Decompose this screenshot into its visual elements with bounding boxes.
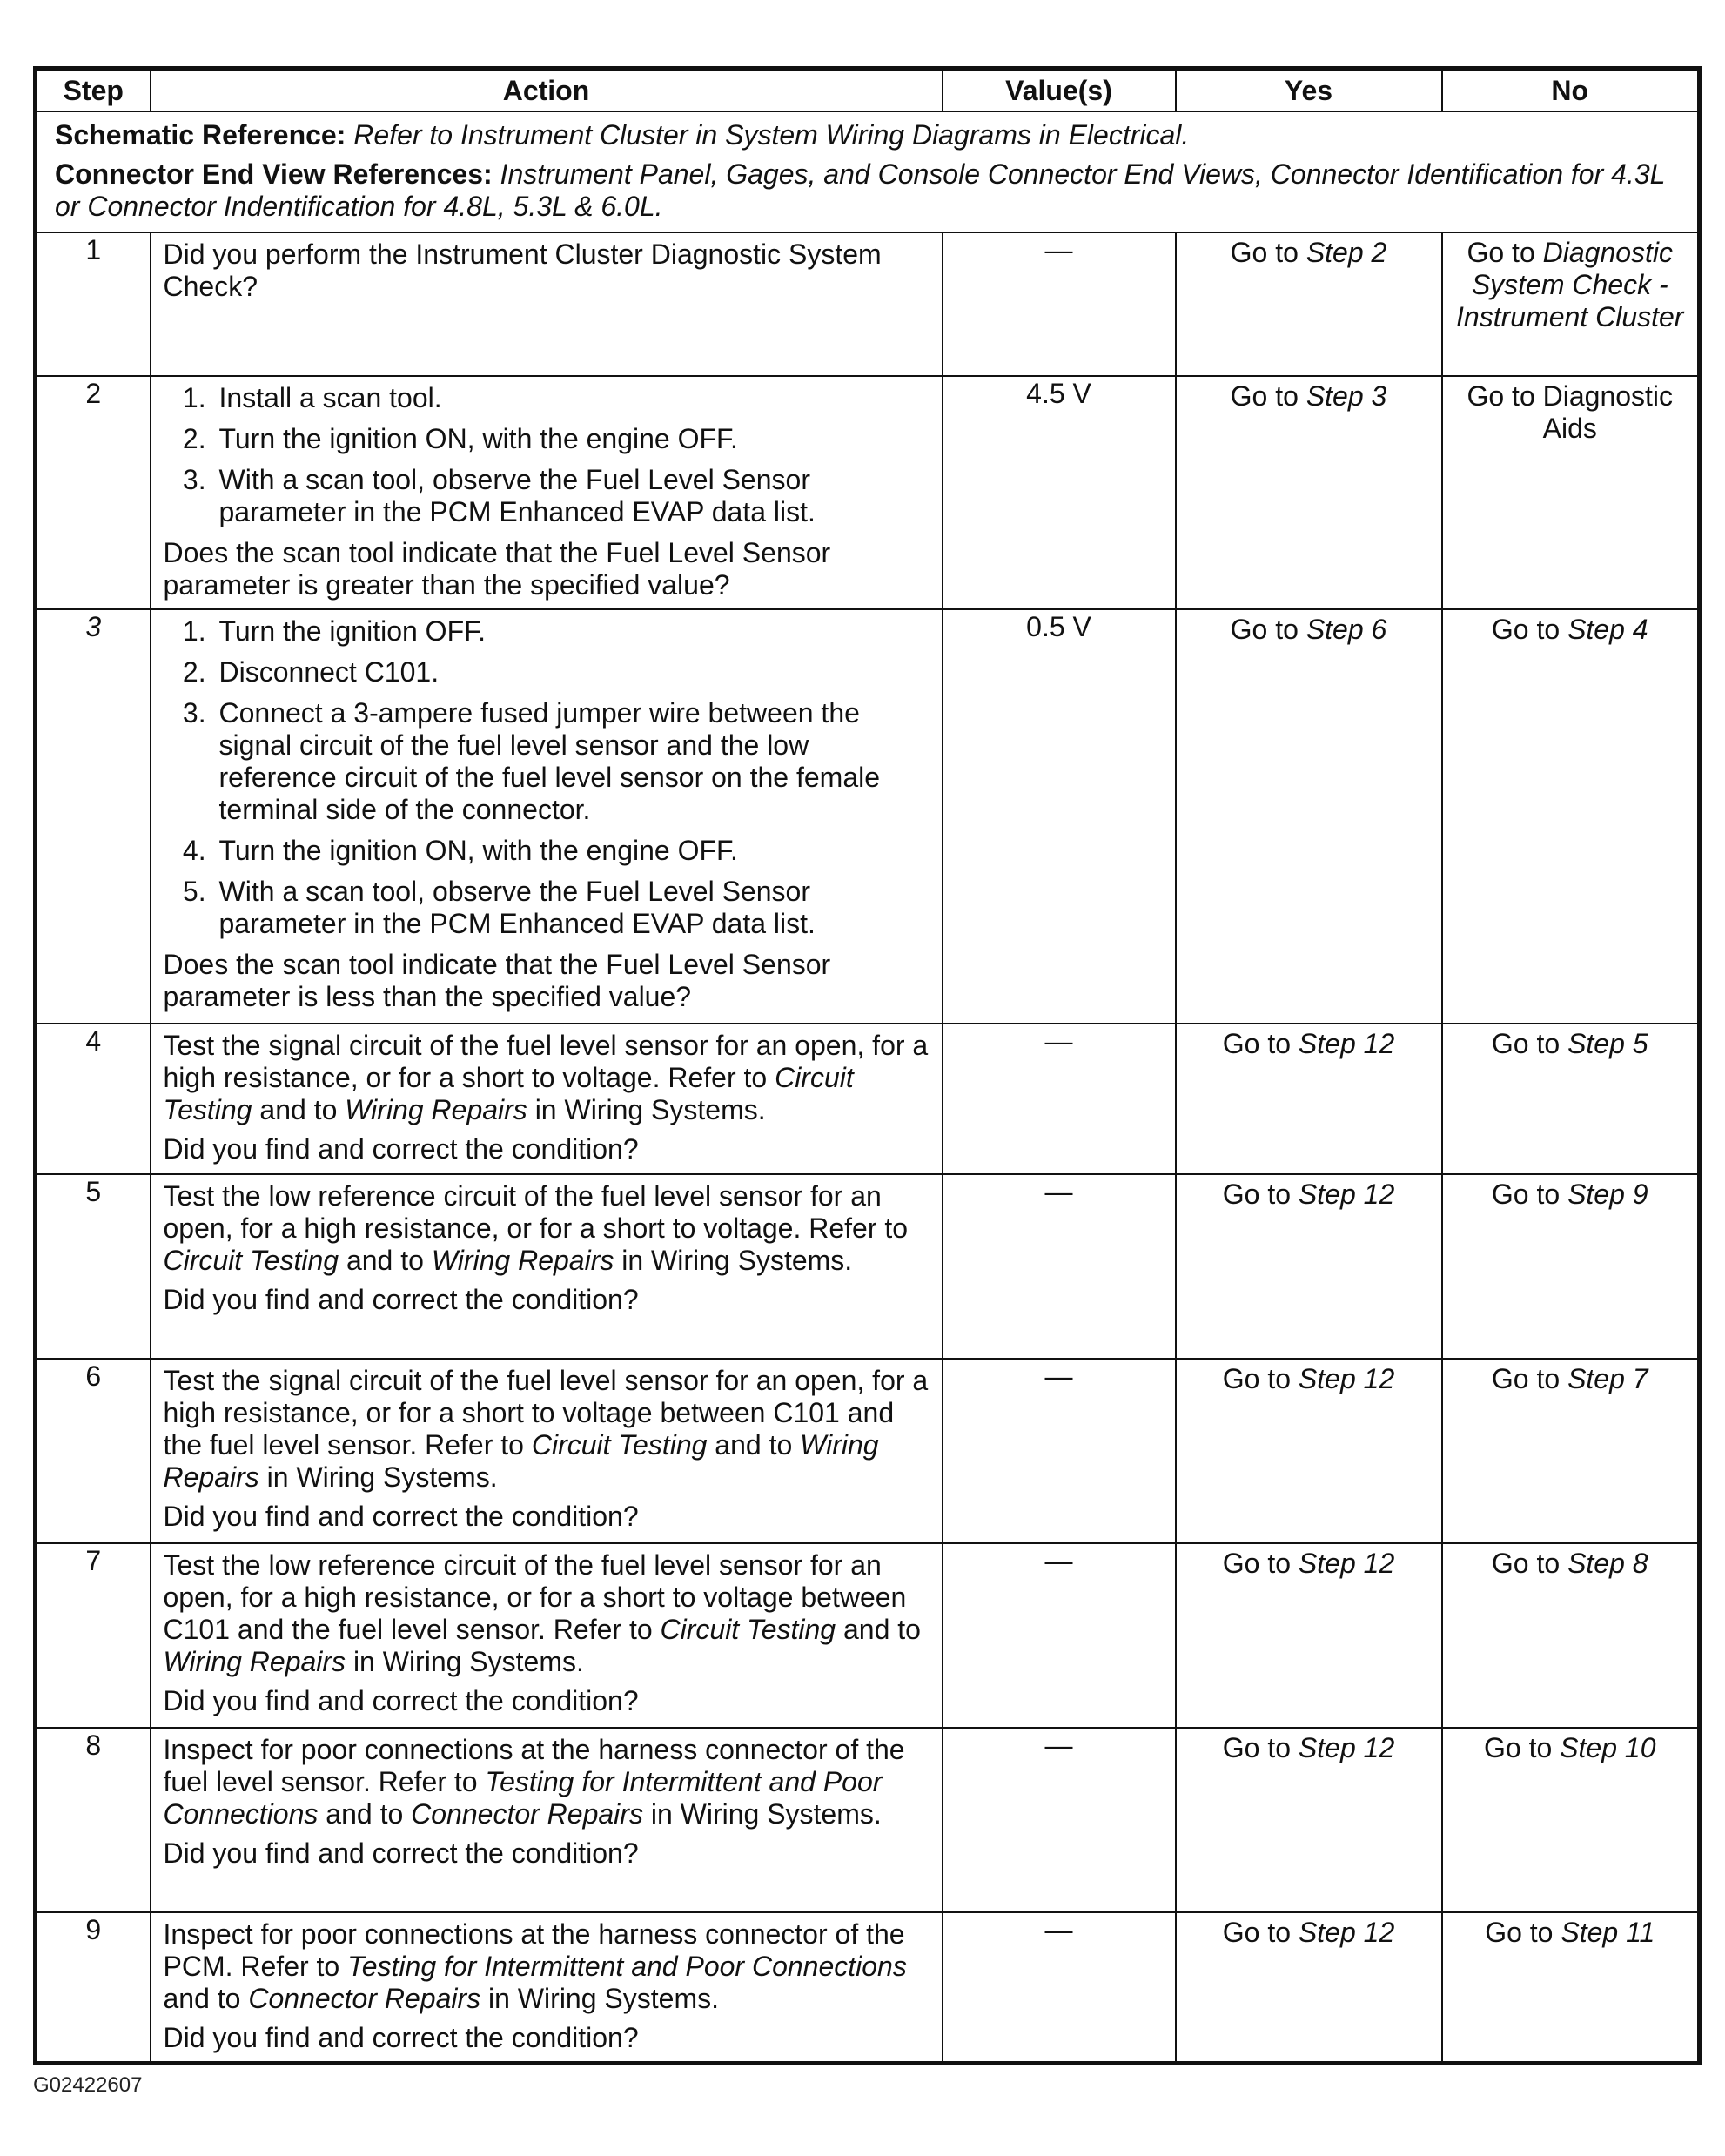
action-cell <box>151 1912 943 2064</box>
action-text-part: and to <box>318 1798 412 1830</box>
no-step-link[interactable]: Step 11 <box>1561 1917 1655 1948</box>
reference-link[interactable]: Connector Repairs <box>248 1983 481 2014</box>
action-text-part: Test the signal circuit of the fuel level sensor for an open, for a high resistance, or for a short to voltage. Refer to <box>163 1030 929 1093</box>
header-row <box>36 69 1700 112</box>
yes-step-link[interactable]: Step 2 <box>1305 237 1387 268</box>
yes-cell <box>1176 1543 1442 1728</box>
action-text-part: in Wiring Systems. <box>480 1983 719 2014</box>
no-cell <box>1442 1174 1700 1359</box>
yes-step-link[interactable]: Step 12 <box>1298 1179 1395 1210</box>
no-step-link[interactable]: Step 7 <box>1567 1363 1648 1394</box>
no-step-link[interactable]: Step 10 <box>1560 1732 1656 1763</box>
header-step: Step <box>36 69 151 112</box>
step-number: 4 <box>36 1024 151 1174</box>
action-cell <box>151 1543 943 1728</box>
step-number: 6 <box>36 1359 151 1543</box>
action-text-part: Inspect for poor connections at the harness connector of the fuel level sensor. Refer to <box>163 1734 905 1797</box>
diagnostic-document <box>33 66 1697 2065</box>
substep-item: 5. With a scan tool, observe the Fuel Level Sensor parameter in the PCM Enhanced EVAP data list. <box>214 876 930 940</box>
yes-step-link[interactable]: Step 6 <box>1305 614 1387 645</box>
action-text-part: Test the low reference circuit of the fuel level sensor for an open, for a high resistance, or for a short to voltage. Refer to <box>163 1180 909 1244</box>
action-cell <box>151 609 943 1024</box>
substep-item: 4. Turn the ignition ON, with the engine OFF. <box>214 835 930 867</box>
schematic-reference-value: Refer to Instrument Cluster in System Wiring Diagrams in Electrical. <box>346 119 1190 151</box>
value-cell: 4.5 V <box>943 376 1176 609</box>
no-cell <box>1442 232 1700 376</box>
action-text: Did you perform the Instrument Cluster Diagnostic System Check? <box>163 238 882 302</box>
yes-step-link[interactable]: Step 3 <box>1305 380 1387 412</box>
yes-prefix: Go to <box>1222 1917 1299 1948</box>
action-text-part: Test the low reference circuit of the fuel level sensor for an open, for a high resistance, or for a short to voltage between C101 and the fuel level sensor. Refer to <box>163 1549 907 1645</box>
no-step-link[interactable]: Step 4 <box>1567 614 1648 645</box>
reference-cell <box>36 111 1700 232</box>
yes-prefix: Go to <box>1230 380 1306 412</box>
reference-link[interactable]: Circuit Testing <box>531 1429 708 1461</box>
value-cell: — <box>943 1912 1176 2064</box>
action-text-part: and to <box>163 1983 249 2014</box>
no-cell <box>1442 1728 1700 1912</box>
action-cell <box>151 232 943 376</box>
no-prefix: Go to <box>1491 1363 1568 1394</box>
action-text-part: Inspect for poor connections at the harness connector of the PCM. Refer to <box>163 1918 905 1982</box>
value-cell: — <box>943 1728 1176 1912</box>
step-number: 2 <box>36 376 151 609</box>
header-no: No <box>1442 69 1700 112</box>
value-cell: — <box>943 1359 1176 1543</box>
action-text <box>164 1918 930 2015</box>
yes-cell <box>1176 232 1442 376</box>
action-text-part: and to <box>339 1245 432 1276</box>
no-prefix: Go to <box>1491 1028 1568 1059</box>
yes-step-link[interactable]: Step 12 <box>1298 1028 1395 1059</box>
yes-prefix: Go to <box>1222 1732 1299 1763</box>
yes-cell <box>1176 1359 1442 1543</box>
substep-item: 2. Disconnect C101. <box>214 656 930 688</box>
reference-link[interactable]: Testing for Intermittent and Poor Connections <box>163 1766 883 1830</box>
action-question: Did you find and correct the condition? <box>163 1501 639 1532</box>
no-cell <box>1442 376 1700 609</box>
value-cell: — <box>943 1543 1176 1728</box>
no-cell <box>1442 609 1700 1024</box>
action-cell <box>151 1728 943 1912</box>
connector-reference-label: Connector End View References: <box>55 158 493 190</box>
schematic-reference-label: Schematic Reference: <box>55 119 346 151</box>
diagnostic-table <box>33 66 1702 2065</box>
action-text-part: and to <box>252 1094 346 1125</box>
step-number: 9 <box>36 1912 151 2064</box>
step-number: 1 <box>36 232 151 376</box>
value-cell: — <box>943 232 1176 376</box>
no-prefix: Go to <box>1491 1548 1568 1579</box>
connector-reference <box>55 158 1680 223</box>
table-row <box>36 1174 1700 1359</box>
yes-prefix: Go to <box>1222 1548 1299 1579</box>
table-row <box>36 232 1700 376</box>
no-prefix: Go to <box>1484 1732 1561 1763</box>
reference-link[interactable]: Connector Repairs <box>411 1798 643 1830</box>
table-row <box>36 1024 1700 1174</box>
substep-item: 1. Install a scan tool. <box>214 382 930 414</box>
value-cell: — <box>943 1024 1176 1174</box>
reference-link[interactable]: Circuit Testing <box>163 1245 339 1276</box>
action-text <box>164 1365 930 1494</box>
substep-item: 3. Connect a 3-ampere fused jumper wire between the signal circuit of the fuel level sensor and the low reference circuit of the fuel level sensor on the female terminal side of the connector. <box>214 697 930 826</box>
yes-cell <box>1176 1174 1442 1359</box>
action-question: Did you find and correct the condition? <box>163 1685 639 1716</box>
action-text <box>164 1549 930 1678</box>
no-step-link[interactable]: Diagnostic System Check - Instrument Cluster <box>1456 237 1684 332</box>
action-text-part: and to <box>836 1614 921 1645</box>
action-cell <box>151 1174 943 1359</box>
no-prefix: Go to <box>1491 1179 1568 1210</box>
action-question: Did you find and correct the condition? <box>163 2022 639 2053</box>
no-cell <box>1442 1024 1700 1174</box>
substep-item: 3. With a scan tool, observe the Fuel Level Sensor parameter in the PCM Enhanced EVAP data list. <box>214 464 930 528</box>
reference-link[interactable]: Wiring Repairs <box>163 1646 346 1677</box>
action-question: Did you find and correct the condition? <box>163 1284 639 1315</box>
connector-reference-value: Instrument Panel, Gages, and Console Connector End Views, Connector Identification for 4.3L or Connector Indentification for 4.8L, 5.3L & 6.0L. <box>55 158 1665 222</box>
action-text-part: in Wiring Systems. <box>258 1461 498 1493</box>
yes-step-link[interactable]: Step 12 <box>1298 1917 1395 1948</box>
reference-link[interactable]: Wiring Repairs <box>431 1245 614 1276</box>
yes-prefix: Go to <box>1222 1179 1299 1210</box>
yes-cell <box>1176 1728 1442 1912</box>
action-question: Does the scan tool indicate that the Fuel Level Sensor parameter is less than the specified value? <box>163 949 831 1012</box>
table-row <box>36 1543 1700 1728</box>
action-question: Did you find and correct the condition? <box>163 1133 639 1165</box>
step-number: 7 <box>36 1543 151 1728</box>
value-cell: — <box>943 1174 1176 1359</box>
action-text-part: in Wiring Systems. <box>614 1245 853 1276</box>
reference-link[interactable]: Wiring Repairs <box>163 1429 879 1493</box>
reference-link[interactable]: Circuit Testing <box>660 1614 836 1645</box>
header-yes: Yes <box>1176 69 1442 112</box>
no-step-link[interactable]: Step 5 <box>1567 1028 1648 1059</box>
reference-link[interactable]: Testing for Intermittent and Poor Connections <box>347 1951 907 1982</box>
substep-item: 1. Turn the ignition OFF. <box>214 615 930 648</box>
step-number: 5 <box>36 1174 151 1359</box>
substep-list <box>164 615 930 940</box>
action-text-part: in Wiring Systems. <box>642 1798 882 1830</box>
table-row <box>36 1359 1700 1543</box>
table-row <box>36 1728 1700 1912</box>
no-step-link[interactable]: Step 9 <box>1567 1179 1648 1210</box>
schematic-reference <box>55 119 1680 151</box>
reference-link[interactable]: Wiring Repairs <box>345 1094 527 1125</box>
table-row <box>36 376 1700 609</box>
yes-cell <box>1176 376 1442 609</box>
action-cell <box>151 1359 943 1543</box>
figure-id: G02422607 <box>33 2073 143 2097</box>
action-question: Does the scan tool indicate that the Fuel Level Sensor parameter is greater than the specified value? <box>163 537 831 601</box>
substep-list <box>164 382 930 528</box>
yes-cell <box>1176 1024 1442 1174</box>
no-cell <box>1442 1543 1700 1728</box>
no-prefix: Go to <box>1467 237 1543 268</box>
yes-step-link[interactable]: Step 12 <box>1298 1363 1395 1394</box>
no-cell <box>1442 1359 1700 1543</box>
yes-prefix: Go to <box>1230 614 1306 645</box>
table-row <box>36 609 1700 1024</box>
action-text-part: in Wiring Systems. <box>346 1646 584 1677</box>
no-cell <box>1442 1912 1700 2064</box>
no-step-link[interactable]: Step 8 <box>1567 1548 1648 1579</box>
no-prefix: Go to <box>1491 614 1568 645</box>
step-number: 3 <box>36 609 151 1024</box>
yes-prefix: Go to <box>1222 1028 1299 1059</box>
yes-step-link[interactable]: Step 12 <box>1298 1548 1395 1579</box>
action-text <box>164 1030 930 1126</box>
no-prefix: Go to <box>1485 1917 1561 1948</box>
action-text-part: and to <box>707 1429 801 1461</box>
reference-link[interactable]: Circuit Testing <box>163 1062 854 1125</box>
value-cell: 0.5 V <box>943 609 1176 1024</box>
yes-step-link[interactable]: Step 12 <box>1298 1732 1395 1763</box>
no-link[interactable]: Go to Diagnostic Aids <box>1467 380 1674 444</box>
yes-prefix: Go to <box>1222 1363 1299 1394</box>
header-values: Value(s) <box>943 69 1176 112</box>
step-number: 8 <box>36 1728 151 1912</box>
action-cell <box>151 376 943 609</box>
substep-item: 2. Turn the ignition ON, with the engine OFF. <box>214 423 930 455</box>
action-text <box>164 1180 930 1277</box>
action-cell <box>151 1024 943 1174</box>
action-question: Did you find and correct the condition? <box>163 1837 639 1869</box>
reference-row <box>36 111 1700 232</box>
yes-cell <box>1176 609 1442 1024</box>
action-text-part: Test the signal circuit of the fuel level sensor for an open, for a high resistance, or for a short to voltage between C101 and the fuel level sensor. Refer to <box>163 1365 929 1461</box>
header-action: Action <box>151 69 943 112</box>
action-text-part: in Wiring Systems. <box>527 1094 766 1125</box>
table-row <box>36 1912 1700 2064</box>
action-text <box>164 1734 930 1830</box>
yes-cell <box>1176 1912 1442 2064</box>
yes-prefix: Go to <box>1230 237 1306 268</box>
